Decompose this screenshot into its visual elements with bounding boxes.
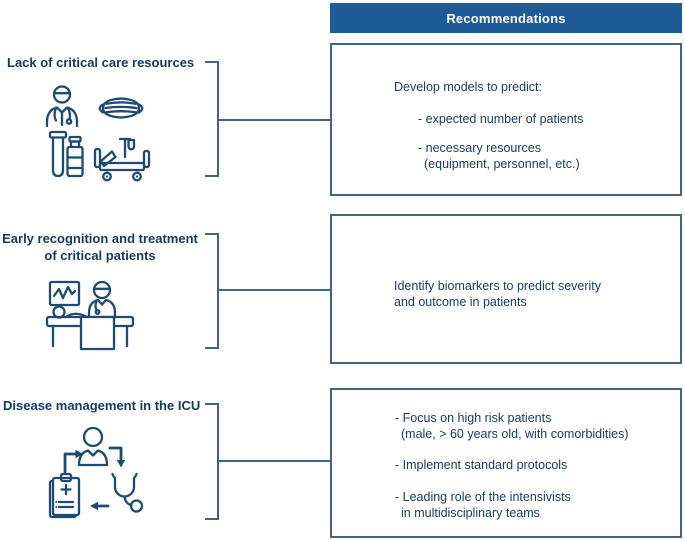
recommendations-header-title: Recommendations	[446, 10, 566, 26]
recommendation-box-biomarkers	[330, 214, 682, 364]
section-label-critical-care-resources: Lack of critical care resources	[7, 55, 195, 70]
recommendation-box-icu	[330, 388, 682, 538]
section-label-early-recognition	[2, 230, 198, 264]
connector-line-1	[218, 119, 330, 121]
face-mask-icon	[95, 94, 147, 122]
box1-bullet-2-cont: (equipment, personnel, etc.)	[424, 157, 580, 171]
test-tubes-icon	[44, 130, 84, 182]
box3-bullet-1: - Focus on high risk patients	[395, 411, 552, 425]
section-label-icu-management: Disease management in the ICU	[3, 398, 201, 413]
box2-line-2: and outcome in patients	[394, 295, 527, 309]
section-label-early-recognition-line1: Early recognition and treatment	[2, 231, 198, 246]
connector-line-2	[218, 289, 330, 291]
hospital-bed-icon	[92, 137, 152, 183]
doctor-icon	[45, 84, 79, 128]
box3-bullet-3: - Leading role of the intensivists	[395, 490, 571, 504]
connector-line-3	[218, 460, 330, 462]
section-label-early-recognition-line2: of critical patients	[44, 248, 156, 263]
care-cycle-icon	[44, 424, 144, 524]
box3-bullet-2: - Implement standard protocols	[395, 458, 568, 472]
box1-bullet-1: - expected number of patients	[418, 112, 584, 126]
bracket-section-2	[205, 233, 219, 349]
box1-intro: Develop models to predict:	[394, 80, 542, 94]
box1-bullet-2: - necessary resources	[418, 141, 541, 155]
bracket-section-1	[205, 61, 219, 177]
box2-line-1: Identify biomarkers to predict severity	[394, 279, 602, 293]
recommendations-header	[330, 3, 682, 33]
patient-monitoring-icon	[45, 275, 137, 357]
bracket-section-3	[205, 403, 219, 520]
recommendation-box-resources	[330, 43, 682, 196]
box3-bullet-3-cont: in multidisciplinary teams	[401, 506, 540, 520]
box3-bullet-1-cont: (male, > 60 years old, with comorbidities)	[401, 427, 629, 441]
